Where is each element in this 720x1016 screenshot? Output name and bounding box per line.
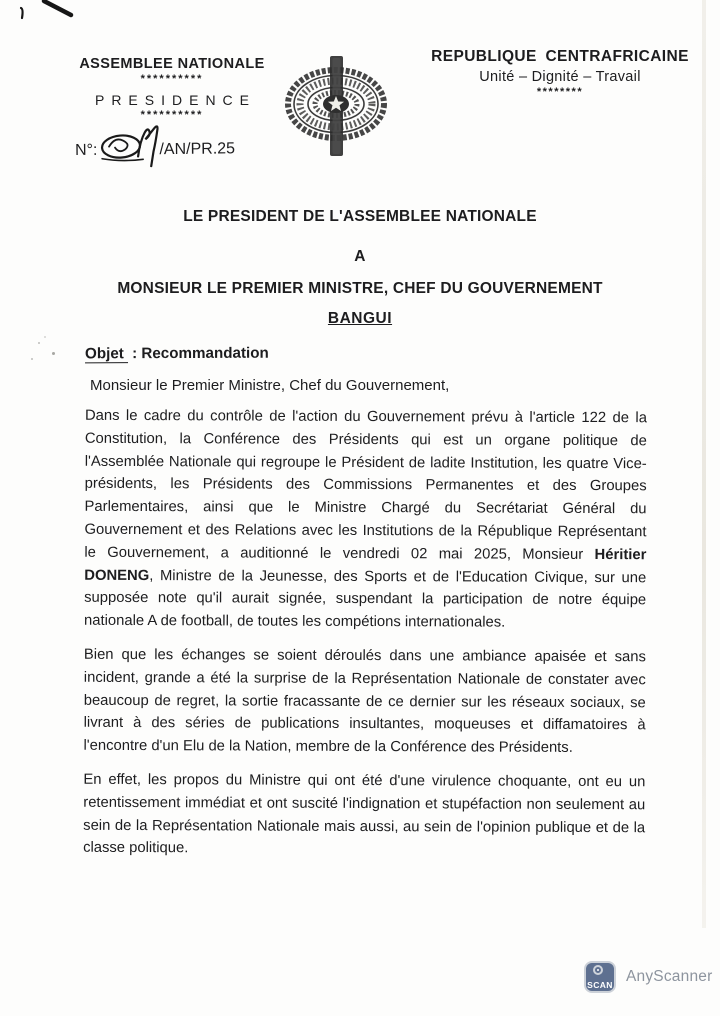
salutation: Monsieur le Premier Ministre, Chef du Gouvernement,	[90, 377, 450, 394]
scan-speck	[31, 358, 33, 360]
minister-name: Héritier DONENG	[84, 546, 647, 584]
subject-value: : Recommandation	[132, 344, 269, 363]
recipient-city: BANGUI	[327, 310, 393, 327]
paragraph-3: En effet, les propos du Ministre qui ont été d'une virulence choquante, ont eu un retentissement immédiat et ont suscité l'indignation et stupéfaction non seulement au sein de la Représentation Nationale mais aussi, au sein de l'opinion publique et de la classe politique.	[83, 771, 646, 857]
camera-lens-icon	[593, 965, 603, 975]
reference-suffix: /AN/PR.25	[159, 140, 236, 159]
letterhead-left	[62, 56, 282, 167]
presidence-label: PRESIDENCE	[94, 92, 257, 108]
paragraph-1-text-cont: , Ministre de la Jeunesse, des Sports et de l'Education Civique, sur une supposée note qu'il aurait signée, suspendant la participation de notre équipe nationale A de football, de toutes les compétions internationales.	[84, 567, 647, 631]
paragraph-2: Bien que les échanges se soient déroulés dans une ambiance apaisée et sans incident, grande a été la surprise de la Représentation Nationale de constater avec beaucoup de regret, la sortie fracassante de ce dernier sur les réseaux sociaux, se livrant à des séries de publications insultantes, moqueuses et diffamatoires à l'encontre d'un Elu de la Nation, membre de la Conférence des Présidents.	[83, 646, 646, 757]
reference-prefix: N°:	[74, 141, 98, 160]
org-name: ASSEMBLEE NATIONALE	[79, 56, 265, 72]
subject-line	[85, 345, 269, 363]
scanner-watermark	[584, 961, 712, 993]
letterhead-right	[412, 48, 708, 98]
national-motto: Unité – Dignité – Travail	[479, 69, 641, 85]
country-name: REPUBLIQUE CENTRAFRICAINE	[431, 48, 689, 65]
stars-divider: ********	[536, 86, 584, 98]
anyscanner-label: AnyScanner	[626, 968, 713, 985]
letter-body	[83, 405, 647, 874]
reference-number-line	[62, 124, 282, 168]
scan-crease	[702, 0, 706, 928]
paragraph-1-text: Dans le cadre du contrôle de l'action du Gouvernement prévu à l'article 122 de la Constitution, la Conférence des Présidents qui est un organe politique de l'Assemblée Nationale qui regroupe le Président de ladite Institution, les quatre Vice-présidents, les Présidents des Commissions Permanentes et des Groupes Parlementaires, ainsi que le Ministre Chargé du Secrétariat Général du Gouvernement et des Relations avec les Institutions de la République Représentant le Gouvernement, a auditionné le vendredi 02 mai 2025, Monsieur	[84, 407, 648, 563]
handwritten-reference-number	[99, 125, 165, 168]
sender-title: LE PRESIDENT DE L'ASSEMBLEE NATIONALE	[183, 208, 537, 225]
paragraph-1	[84, 405, 647, 635]
national-assembly-seal-icon	[284, 56, 388, 156]
address-preposition: A	[354, 248, 366, 265]
seal-wrap	[284, 56, 388, 161]
stars-divider: **********	[140, 73, 204, 85]
scan-speck	[44, 336, 46, 338]
anyscanner-icon	[584, 961, 616, 993]
pen-mark	[0, 0, 240, 60]
recipient-title: MONSIEUR LE PREMIER MINISTRE, CHEF DU GOUVERNEMENT	[117, 280, 603, 297]
stars-divider: **********	[140, 109, 204, 121]
scan-speck	[52, 352, 55, 355]
scan-speck	[38, 342, 40, 344]
subject-label: Objet	[85, 345, 128, 363]
anyscanner-icon-label: SCAN	[587, 980, 613, 990]
